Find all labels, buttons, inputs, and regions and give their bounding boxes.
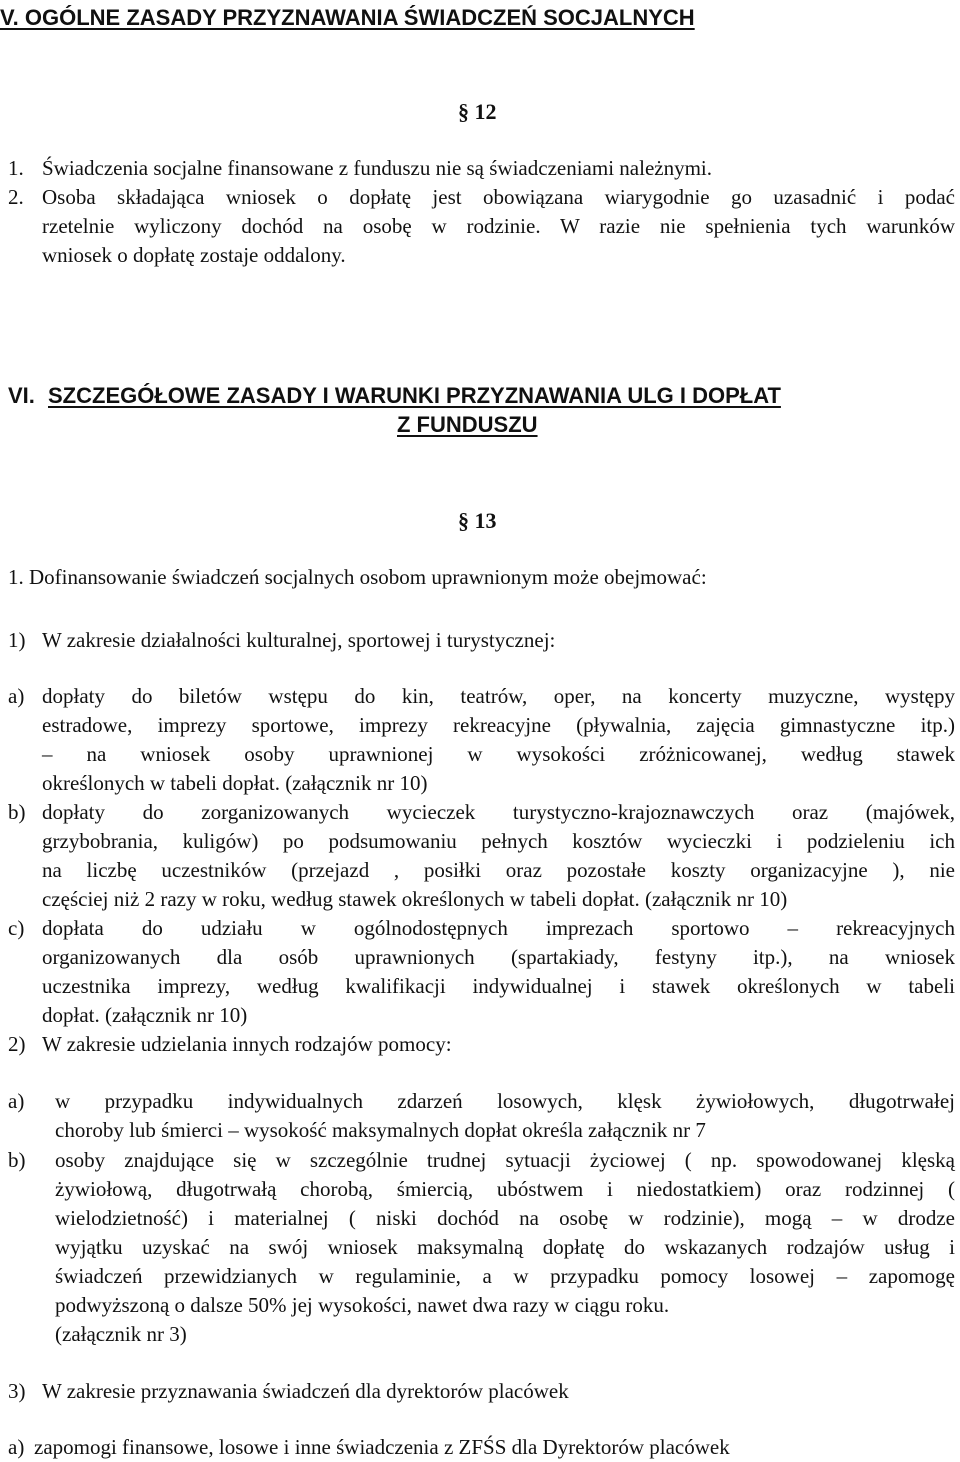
group-title: W zakresie działalności kulturalnej, sportowej i turystycznej: xyxy=(42,628,556,652)
item-text: świadczeń przewidzianych w regulaminie, a w przypadku pomocy losowej – zapomogę xyxy=(55,1264,955,1288)
item-marker: a) xyxy=(8,684,25,708)
item-text: choroby lub śmierci – wysokość maksymalnych dopłat określa załącznik nr 7 xyxy=(55,1118,706,1142)
item-marker: a) xyxy=(8,1089,25,1113)
item-text: częściej niż 2 razy w roku, według stawek określonych w tabeli dopłat. (załącznik nr 10) xyxy=(42,887,788,911)
item-text: osoby znajdujące się w szczególnie trudnej sytuacji życiowej ( np. spowodowanej klęską xyxy=(55,1148,955,1172)
paragraph-13-label: § 13 xyxy=(458,508,497,533)
section-vi-heading-line1: SZCZEGÓŁOWE ZASADY I WARUNKI PRZYZNAWANIA ULG I DOPŁAT xyxy=(48,383,781,408)
item-marker: b) xyxy=(8,800,26,824)
section-v-heading: V. OGÓLNE ZASADY PRZYZNAWANIA ŚWIADCZEŃ SOCJALNYCH xyxy=(0,5,695,30)
item-text: Osoba składająca wniosek o dopłatę jest obowiązana wiarygodnie go uzasadnić i podać xyxy=(42,185,955,209)
item-text: w przypadku indywidualnych zdarzeń losowych, klęsk żywiołowych, długotrwałej xyxy=(55,1089,955,1113)
item-text: uczestnika imprezy, według kwalifikacji indywidualnej i stawek określonych w tabeli xyxy=(42,974,955,998)
section-vi-heading-line2: Z FUNDUSZU xyxy=(397,412,538,437)
item-text: zapomogi finansowe, losowe i inne świadczenia z ZFŚS dla Dyrektorów placówek xyxy=(34,1435,730,1459)
item-text: dopłaty do zorganizowanych wycieczek turystyczno-krajoznawczych oraz (majówek, xyxy=(42,800,955,824)
intro-text: 1. Dofinansowanie świadczeń socjalnych osobom uprawnionym może obejmować: xyxy=(8,565,707,589)
paragraph-12-label: § 12 xyxy=(458,99,497,124)
group-marker: 3) xyxy=(8,1379,26,1403)
item-marker: 2. xyxy=(8,185,24,209)
item-text: grzybobrania, kuligów) po podsumowaniu pełnych kosztów wycieczki i podzieleniu ich xyxy=(42,829,955,853)
item-marker: 1. xyxy=(8,156,24,180)
section-vi-prefix: VI. xyxy=(8,383,35,408)
item-text: dopłat. (załącznik nr 10) xyxy=(42,1003,248,1027)
item-text: na liczbę uczestników (przejazd , posiłki oraz pozostałe koszty organizacyjne ), nie xyxy=(42,858,955,882)
item-marker: c) xyxy=(8,916,25,940)
item-text: podwyższoną o dalsze 50% jej wysokości, nawet dwa razy w ciągu roku. xyxy=(55,1293,670,1317)
item-text: określonych w tabeli dopłat. (załącznik nr 10) xyxy=(42,771,428,795)
group-title: W zakresie przyznawania świadczeń dla dyrektorów placówek xyxy=(42,1379,569,1403)
item-text: wielodzietność) i materialnej ( niski dochód na osobę w rodzinie), mogą – w drodze xyxy=(55,1206,955,1230)
item-text: rzetelnie wyliczony dochód na osobę w rodzinie. W razie nie spełnienia tych warunków xyxy=(42,214,955,238)
group-title: W zakresie udzielania innych rodzajów pomocy: xyxy=(42,1032,452,1056)
item-text: dopłaty do biletów wstępu do kin, teatrów, oper, na koncerty muzyczne, występy xyxy=(42,684,955,708)
item-marker: b) xyxy=(8,1148,26,1172)
group-marker: 1) xyxy=(8,628,26,652)
item-text: dopłata do udziału w ogólnodostępnych imprezach sportowo – rekreacyjnych xyxy=(42,916,955,940)
item-marker: a) xyxy=(8,1435,25,1459)
item-text: (załącznik nr 3) xyxy=(55,1322,187,1346)
item-text: wniosek o dopłatę zostaje oddalony. xyxy=(42,243,346,267)
group-marker: 2) xyxy=(8,1032,26,1056)
item-text: organizowanych dla osób uprawnionych (spartakiady, festyny itp.), na wniosek xyxy=(42,945,955,969)
item-text: wyjątku uzyskać na swój wniosek maksymalną dopłatę do wskazanych rodzajów usług i xyxy=(55,1235,955,1259)
item-text: estradowe, imprezy sportowe, imprezy rekreacyjne (pływalnia, zajęcia gimnastyczne itp.) xyxy=(42,713,955,737)
item-text: żywiołową, długotrwałą chorobą, śmiercią, ubóstwem i niedostatkiem) oraz rodzinnej ( xyxy=(55,1177,955,1201)
item-text: Świadczenia socjalne finansowane z funduszu nie są świadczeniami należnymi. xyxy=(42,156,713,180)
item-text: – na wniosek osoby uprawnionej w wysokości zróżnicowanej, według stawek xyxy=(42,742,955,766)
